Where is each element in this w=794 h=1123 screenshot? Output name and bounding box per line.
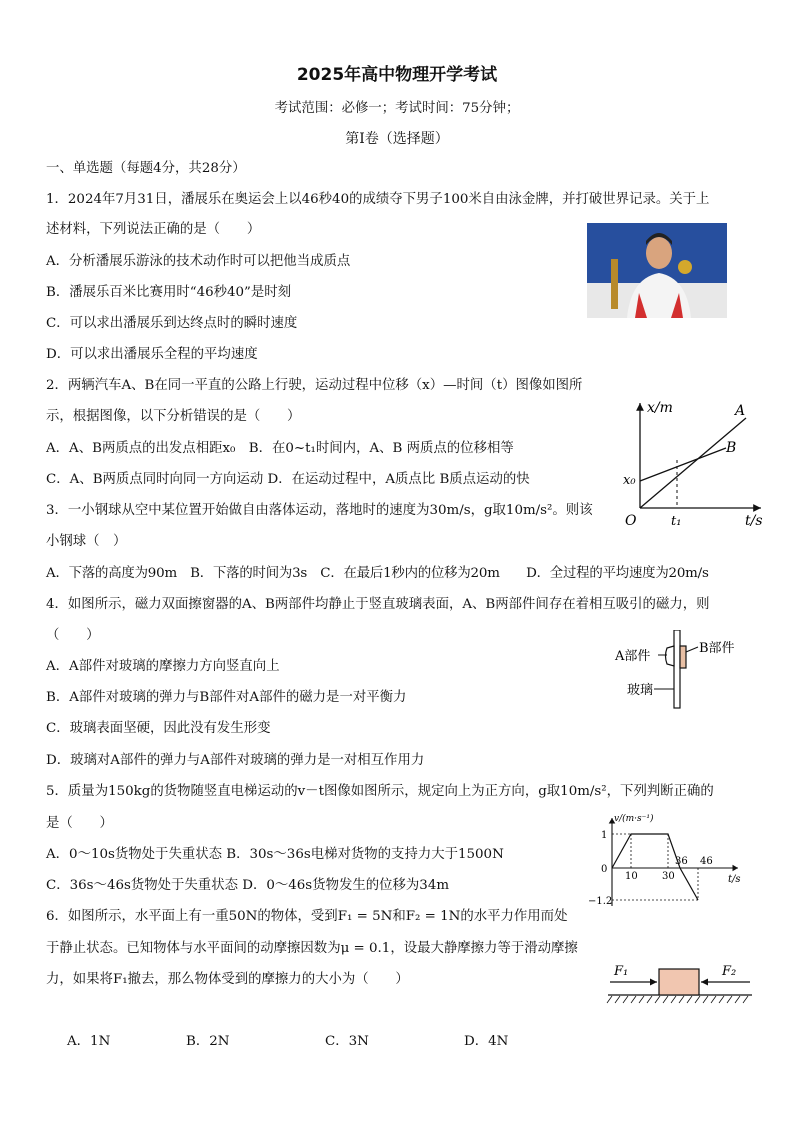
q5-tick-36: 36: [675, 856, 688, 867]
q1-option-c: C．可以求出潘展乐到达终点时的瞬时速度: [46, 316, 298, 331]
q2-line-a: [640, 418, 746, 508]
swimmer-photo: [587, 223, 727, 318]
q2-origin: O: [625, 513, 637, 529]
q2-x-label: t/s: [745, 513, 763, 529]
q4-stem-line1: 4．如图所示，磁力双面擦窗器的A、B两部件均静止于竖直玻璃表面，A、B两部件间存在着相互吸引的磁力，则: [46, 597, 710, 612]
q6-option-a: A．1N: [67, 1034, 111, 1049]
q1-option-a: A．分析潘展乐游泳的技术动作时可以把他当成质点: [46, 254, 351, 269]
q5-tick-30: 30: [662, 871, 675, 882]
q2-stem-line2: 示，根据图像，以下分析错误的是（ ）: [46, 409, 301, 424]
q4-glass: [674, 630, 680, 708]
q6-option-c: C．3N: [325, 1034, 369, 1049]
q2-line-b-label: B: [726, 440, 737, 456]
q4-option-b: B．A部件对玻璃的弹力与B部件对A部件的磁力是一对平衡力: [46, 690, 407, 705]
q4-glass-label: 玻璃: [627, 683, 654, 698]
q6-option-b: B．2N: [186, 1034, 230, 1049]
q4-part-b-label: B部件: [699, 641, 735, 656]
section-title: 第I卷（选择题）: [345, 131, 449, 147]
q4-option-a: A．A部件对玻璃的摩擦力方向竖直向上: [46, 659, 280, 674]
q5-stem-line2: 是（ ）: [46, 816, 113, 831]
q1-option-b: B．潘展乐百米比赛用时“46秒40”是时刻: [46, 285, 292, 300]
q1-stem-line2: 述材料，下列说法正确的是（ ）: [46, 222, 261, 237]
q3-options: A．下落的高度为90m B．下落的时间为3s C．在最后1秒内的位移为20m D．全过程的平均速度为20m/s: [46, 566, 709, 581]
q2-stem-line1: 2．两辆汽车A、B在同一平直的公路上行驶，运动过程中位移（x）—时间（t）图像如图所: [46, 378, 583, 393]
q2-options-ab: A．A、B两质点的出发点相距x₀ B．在0~t₁时间内，A、B 两质点的位移相等: [46, 441, 514, 456]
q5-origin: 0: [601, 864, 608, 875]
q2-line-a-label: A: [735, 403, 746, 419]
q4-part-a: [666, 646, 675, 666]
q5-tick-1: 1: [601, 830, 608, 841]
q2-x0-label: x₀: [623, 473, 636, 488]
q2-options-cd: C．A、B两质点同时向同一方向运动 D．在运动过程中，A质点比 B质点运动的快: [46, 472, 530, 487]
q5-tick-46: 46: [700, 856, 713, 867]
q5-stem-line1: 5．质量为150kg的货物随竖直电梯运动的v－t图像如图所示，规定向上为正方向，g取10m/s²，下列判断正确的: [46, 784, 714, 799]
q1-stem-line1: 1．2024年7月31日，潘展乐在奥运会上以46秒40的成绩夺下男子100米自由泳金牌，并打破世界记录。关于上: [46, 192, 710, 207]
q5-v-label: v/(m·s⁻¹): [614, 814, 654, 824]
part-heading: 一、单选题（每题4分，共28分）: [46, 161, 246, 176]
q4-part-b: [680, 646, 686, 668]
q2-xt-graph: [615, 395, 775, 530]
q6-stem-line2: 于静止状态。已知物体与水平面间的动摩擦因数为μ = 0.1，设最大静摩擦力等于滑动摩擦: [46, 941, 578, 956]
exam-info: 考试范围：必修一；考试时间：75分钟；: [274, 101, 520, 116]
q2-line-b: [640, 448, 726, 481]
q4-option-d: D．玻璃对A部件的弹力与A部件对玻璃的弹力是一对相互作用力: [46, 753, 425, 768]
q2-y-label: x/m: [647, 400, 673, 416]
q5-options-ab: A．0～10s货物处于失重状态 B．30s～36s电梯对货物的支持力大于1500N: [46, 847, 504, 862]
q1-option-d: D．可以求出潘展乐全程的平均速度: [46, 347, 258, 362]
q3-stem-line1: 3．一小钢球从空中某位置开始做自由落体运动，落地时的速度为30m/s，g取10m/s²。则该: [46, 503, 593, 518]
q5-velocity-line: [612, 834, 698, 900]
q4-option-c: C．玻璃表面坚硬，因此没有发生形变: [46, 721, 271, 736]
q6-stem-line1: 6．如图所示，水平面上有一重50N的物体，受到F₁ = 5N和F₂ = 1N的水平力作用而处: [46, 909, 568, 924]
q5-options-cd: C．36s～46s货物处于失重状态 D．0～46s货物发生的位移为34m: [46, 878, 450, 893]
q5-vt-graph: [588, 810, 748, 915]
q4-stem-line2: （ ）: [46, 628, 100, 643]
q3-stem-line2: 小钢球（ ）: [46, 534, 127, 549]
q6-f2-label: F₂: [722, 964, 737, 979]
q6-f1-label: F₁: [614, 964, 629, 979]
q5-tick-10: 10: [625, 871, 638, 882]
exam-title: 2025年高中物理开学考试: [296, 65, 498, 85]
q6-option-d: D．4N: [464, 1034, 509, 1049]
q6-block: [659, 969, 699, 995]
q4-part-a-label: A部件: [615, 649, 651, 664]
q6-force-figure: [606, 955, 756, 1010]
q5-tick-neg: −1.2: [588, 896, 613, 907]
q4-window-cleaner-figure: [612, 630, 772, 710]
q2-t1-label: t₁: [671, 514, 682, 529]
q5-t-label: t/s: [728, 874, 741, 885]
q6-stem-line3: 力，如果将F₁撤去，那么物体受到的摩擦力的大小为（ ）: [46, 972, 409, 987]
